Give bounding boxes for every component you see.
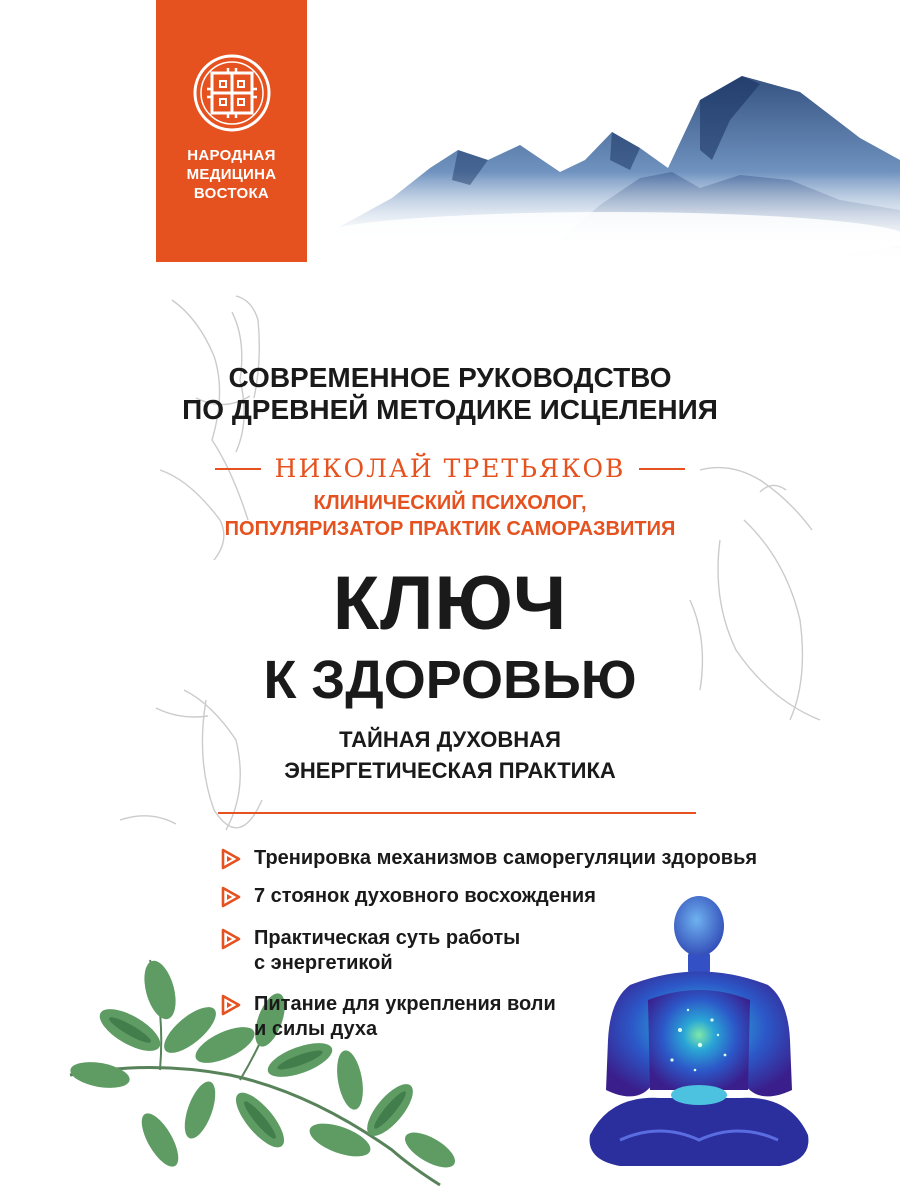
tagline-line: ТАЙНАЯ ДУХОВНАЯ [339,727,561,752]
book-tagline [0,724,900,786]
series-badge [156,0,307,262]
section-divider [218,812,696,814]
subtitle-line: ПО ДРЕВНЕЙ МЕТОДИКЕ ИСЦЕЛЕНИЯ [182,394,718,425]
feature-item [218,884,596,909]
watercolor-mountains-image [310,76,900,264]
feature-item [218,926,520,976]
feature-text-line: с энергетикой [254,952,393,974]
feature-text-line: Практическая суть работы [254,927,521,949]
triangle-bullet-icon [218,927,242,951]
feature-item [218,992,556,1042]
meditating-figure-image [590,896,809,1166]
series-label-line: НАРОДНАЯ [187,147,276,164]
feature-item [218,846,757,871]
feature-text [254,884,596,909]
feature-text-line: и силы духа [254,1018,378,1040]
book-subtitle [0,362,900,426]
shou-longevity-knot-icon [191,52,273,134]
triangle-bullet-icon [218,885,242,909]
author-rule-right [639,468,685,470]
series-label [187,146,277,203]
author-row [215,454,685,483]
series-label-line: ВОСТОКА [193,185,270,202]
triangle-bullet-icon [218,993,242,1017]
author-name: НИКОЛАЙ ТРЕТЬЯКОВ [274,454,626,483]
series-label-line: МЕДИЦИНА [186,166,277,183]
book-title-line-2: К ЗДОРОВЬЮ [263,650,637,710]
feature-text-line: 7 стоянок духовного восхождения [254,885,596,907]
author-description [0,490,900,542]
feature-text-line: Питание для укрепления воли [254,993,556,1015]
feature-text [254,926,520,976]
book-title-line-1: КЛЮЧ [332,561,568,646]
subtitle-line: СОВРЕМЕННОЕ РУКОВОДСТВО [228,362,672,393]
author-description-line: ПОПУЛЯРИЗАТОР ПРАКТИК САМОРАЗВИТИЯ [224,518,676,540]
feature-text [254,846,757,871]
tagline-line: ЭНЕРГЕТИЧЕСКАЯ ПРАКТИКА [284,758,616,783]
triangle-bullet-icon [218,847,242,871]
feature-text [254,992,556,1042]
feature-text-line: Тренировка механизмов саморегуляции здоровья [254,847,758,869]
author-description-line: КЛИНИЧЕСКИЙ ПСИХОЛОГ, [313,492,587,514]
author-rule-left [215,468,261,470]
